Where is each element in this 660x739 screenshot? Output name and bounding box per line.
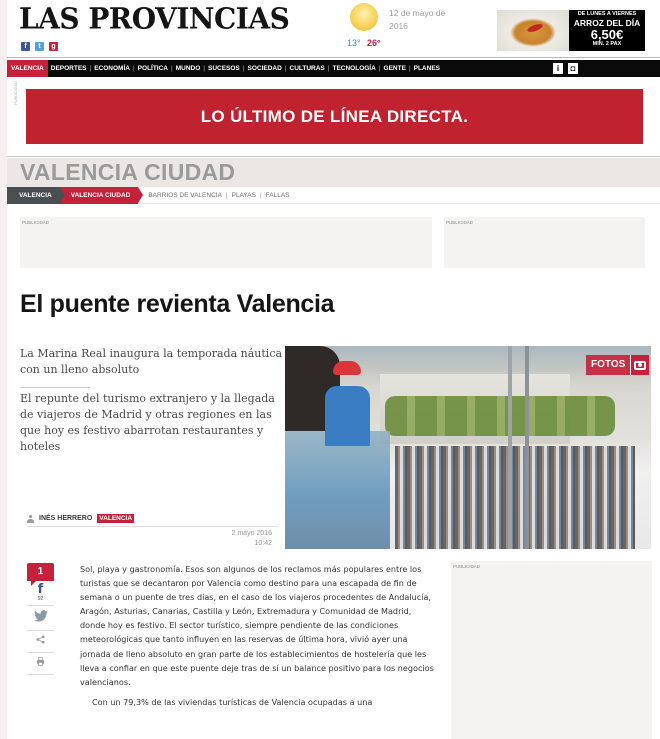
photo-pole: [525, 346, 529, 549]
promo-line1: DE LUNES A VIERNES: [577, 11, 637, 17]
share-icon[interactable]: [27, 633, 54, 650]
nav-item-valencia[interactable]: VALENCIA: [7, 60, 48, 77]
nav-item-sucesos[interactable]: SUCESOS: [207, 65, 240, 72]
photo-plants: [385, 396, 615, 436]
ad-label: PUBLICIDAD: [22, 220, 50, 225]
nav-separator: |: [171, 65, 173, 72]
divider: [27, 630, 54, 631]
section-title: VALENCIA CIUDAD: [20, 159, 236, 185]
print-icon[interactable]: [27, 655, 54, 672]
article-body: [80, 562, 435, 715]
weather-date: 12 de mayo de 2016: [389, 8, 446, 31]
byline: [27, 514, 134, 523]
ad-banner[interactable]: LO ÚLTIMO DE LÍNEA DIRECTA.: [26, 89, 643, 144]
info-icon[interactable]: i: [553, 63, 563, 74]
promo-line2: ARROZ DEL DÍA: [573, 17, 641, 28]
sublink-separator: |: [225, 191, 228, 199]
temperature-min: 13°: [347, 38, 361, 48]
breadcrumb-valencia-ciudad[interactable]: VALENCIA CIUDAD: [60, 187, 139, 204]
article-subhead: La Marina Real inaugura la temporada náutica con un lleno absoluto: [20, 347, 283, 376]
divider: [27, 605, 54, 606]
article-paragraph: Sol, playa y gastronomía. Esos son algunos de los reclamos más populares entre los turistas que se decantaron por Valencia como destino para una escapada de fin de semana o un puente de tres días, en el caso de los viajeros procedentes de Andalucía, Aragón, Asturias, Canarias, Castilla y León, Extremadura y Comunidad de Madrid, donde hoy es festivo. El sector turístico, siempre pendiente de las condiciones meteorológicas que tanto influyen en las reservas de última hora, vivió ayer una jornada de lleno absoluto en gran parte de los establecimientos de hostelería que les lleva a confiar en que este puente deje tras de sí un balance positivo para los negocios valencianos.: [80, 564, 434, 687]
photo-gallery-button[interactable]: [586, 355, 649, 375]
share-bar: [27, 563, 54, 677]
ad-slot-right[interactable]: [444, 217, 645, 268]
author-name[interactable]: INÉS HERRERO: [39, 515, 93, 522]
nav-item-deportes[interactable]: DEPORTES: [50, 65, 87, 72]
twitter-icon[interactable]: t: [35, 42, 44, 51]
sun-icon: [350, 3, 378, 31]
camera-icon[interactable]: ◘: [568, 63, 578, 74]
paella-image: [497, 10, 569, 51]
nav-separator: |: [132, 65, 135, 72]
nav-separator: |: [408, 65, 411, 72]
ad-slot-left[interactable]: [20, 217, 432, 268]
camera-icon: [630, 355, 649, 375]
comment-count[interactable]: 1: [27, 563, 54, 581]
header-divider: [7, 57, 660, 58]
publish-date: [232, 529, 272, 549]
sublink-separator: |: [259, 191, 262, 199]
photo-glass: [285, 431, 390, 549]
google-plus-icon[interactable]: g: [49, 42, 58, 51]
facebook-icon[interactable]: f: [37, 582, 44, 597]
ad-slot-sidebar[interactable]: [451, 561, 652, 739]
article-subhead: El repunte del turismo extranjero y la llegada de viajeros de Madrid y otras regiones en las que hoy es festivo abarrotan restaurantes y hoteles: [20, 392, 275, 453]
promo-ad[interactable]: [497, 10, 645, 51]
ad-label: PUBLICIDAD: [13, 80, 18, 105]
facebook-share-count: 92: [37, 596, 44, 602]
social-links: [21, 42, 58, 51]
main-nav: [7, 60, 660, 77]
page: [7, 0, 660, 739]
photo-crowd: [395, 446, 635, 549]
nav-separator: |: [327, 65, 330, 72]
photo-gallery-label: FOTOS: [586, 355, 630, 375]
site-logo[interactable]: LAS PROVINCIAS: [19, 1, 290, 36]
section-sublinks: [138, 192, 293, 199]
sublink-barrios[interactable]: BARRIOS DE VALENCIA: [148, 191, 222, 199]
subhead-divider: [20, 387, 90, 388]
nav-separator: |: [284, 65, 287, 72]
user-icon: [27, 515, 34, 523]
publish-date-day: 2 mayo 2016: [231, 530, 272, 537]
divider: [27, 652, 54, 653]
nav-separator: |: [378, 65, 381, 72]
photo-cap: [333, 361, 361, 375]
article-paragraph: Con un 79,3% de las viviendas turísticas de Valencia ocupadas a una: [92, 696, 373, 707]
nav-item-tecnologia[interactable]: TECNOLOGÍA: [332, 65, 376, 72]
location-tag[interactable]: VALENCIA: [99, 515, 133, 522]
nav-item-economia[interactable]: ECONOMÍA: [94, 65, 130, 72]
sublink-playas[interactable]: PLAYAS: [231, 191, 256, 199]
breadcrumb-valencia[interactable]: VALENCIA: [7, 187, 60, 204]
divider: [7, 156, 660, 157]
promo-text: [569, 10, 645, 51]
nav-item-politica[interactable]: POLÍTICA: [137, 65, 169, 72]
nav-item-mundo[interactable]: MUNDO: [175, 65, 201, 72]
temperature-max: 26°: [367, 38, 381, 48]
article-headline: El puente revienta Valencia: [20, 290, 335, 318]
nav-item-sociedad[interactable]: SOCIEDAD: [247, 65, 282, 72]
promo-price: 6,50€: [590, 27, 624, 42]
nav-separator: |: [203, 65, 205, 72]
nav-icons: [553, 63, 578, 74]
nav-item-culturas[interactable]: CULTURAS: [289, 65, 325, 72]
photo-pole: [508, 346, 512, 549]
promo-line4: MIN. 2 PAX: [592, 41, 622, 47]
photo-person: [325, 386, 370, 446]
nav-separator: |: [89, 65, 92, 72]
nav-item-gente[interactable]: GENTE: [383, 65, 406, 72]
twitter-icon[interactable]: [27, 608, 54, 628]
breadcrumb: [7, 187, 660, 204]
divider: [27, 674, 54, 675]
nav-item-planes[interactable]: PLANES: [413, 65, 440, 72]
facebook-icon[interactable]: f: [21, 42, 30, 51]
ad-label: PUBLICIDAD: [453, 564, 481, 569]
sublink-fallas[interactable]: FALLAS: [265, 191, 290, 199]
nav-separator: |: [242, 65, 245, 72]
ad-label: PUBLICIDAD: [446, 220, 474, 225]
byline-divider: [27, 526, 279, 527]
article-photo[interactable]: [285, 346, 651, 549]
publish-time: 10:42: [254, 540, 272, 547]
